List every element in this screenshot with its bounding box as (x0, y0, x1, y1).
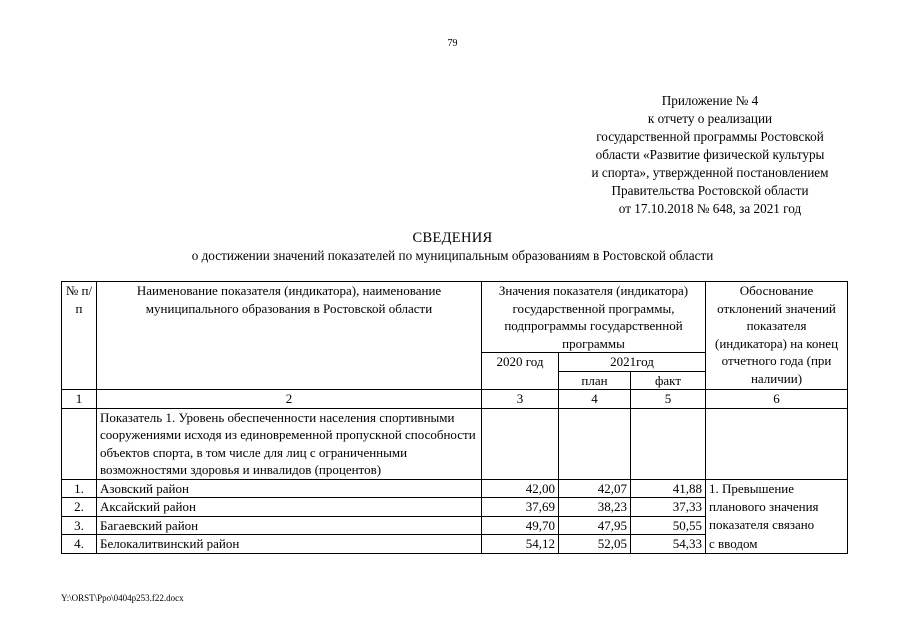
indicator-text: Показатель 1. Уровень обеспеченности населения спортивными сооружениями исходя из единовременной пропускной способности объектов спорта, в том числе для лиц с ограниченными возможностями здоровья и инвалидов (процентов) (97, 408, 482, 479)
appendix-line: области «Развитие физической культуры (595, 147, 825, 162)
indicator-cell (559, 408, 631, 479)
row-plan-value: 47,95 (559, 516, 631, 535)
appendix-block (560, 92, 860, 218)
row-name: Белокалитвинский район (97, 535, 482, 554)
table-row (62, 498, 848, 517)
header-2021: 2021год (559, 353, 706, 372)
row-2020-value: 42,00 (482, 479, 559, 498)
row-num: 3. (62, 516, 97, 535)
appendix-line: государственной программы Ростовской (596, 129, 824, 144)
header-name: Наименование показателя (индикатора), наименование муниципального образования в Ростовской области (97, 282, 482, 390)
row-plan-value: 42,07 (559, 479, 631, 498)
row-2020-value: 54,12 (482, 535, 559, 554)
document-subtitle: о достижении значений показателей по муниципальным образованиям в Ростовской области (191, 248, 714, 263)
header-reason: Обоснование отклонений значений показателя (индикатора) на конец отчетного года (при наличии) (706, 282, 848, 390)
indicator-cell (631, 408, 706, 479)
column-number: 3 (482, 390, 559, 409)
table-row (62, 535, 848, 554)
header-plan: план (559, 371, 631, 390)
row-num: 1. (62, 479, 97, 498)
appendix-line: Приложение № 4 (661, 93, 759, 108)
row-name: Багаевский район (97, 516, 482, 535)
row-name: Аксайский район (97, 498, 482, 517)
row-name: Азовский район (97, 479, 482, 498)
row-fact-value: 54,33 (631, 535, 706, 554)
row-reason: планового значения (706, 498, 848, 517)
column-number: 5 (631, 390, 706, 409)
appendix-line: Правительства Ростовской области (611, 183, 809, 198)
header-row (62, 282, 848, 353)
column-number: 4 (559, 390, 631, 409)
indicator-cell (482, 408, 559, 479)
indicator-row (62, 408, 848, 479)
appendix-line: к отчету о реализации (647, 111, 773, 126)
row-num: 2. (62, 498, 97, 517)
row-2020-value: 49,70 (482, 516, 559, 535)
appendix-line: и спорта», утвержденной постановлением (591, 165, 829, 180)
column-numbers-row (62, 390, 848, 409)
row-2020-value: 37,69 (482, 498, 559, 517)
row-reason: 1. Превышение (706, 479, 848, 498)
header-values: Значения показателя (индикатора) государственной программы, подпрограммы государственной программы (482, 282, 706, 353)
column-number: 2 (97, 390, 482, 409)
row-plan-value: 38,23 (559, 498, 631, 517)
column-number: 1 (62, 390, 97, 409)
file-path-footer: Y:\ORST\Ppo\0404p253.f22.docx (61, 593, 184, 603)
row-fact-value: 37,33 (631, 498, 706, 517)
row-reason: показателя связано (706, 516, 848, 535)
table-row (62, 479, 848, 498)
row-plan-value: 52,05 (559, 535, 631, 554)
indicator-cell (706, 408, 848, 479)
indicators-table (61, 281, 848, 554)
header-num: № п/п (62, 282, 97, 390)
table-row (62, 516, 848, 535)
header-2020: 2020 год (482, 353, 559, 390)
page-number: 79 (447, 38, 458, 49)
row-num: 4. (62, 535, 97, 554)
row-fact-value: 41,88 (631, 479, 706, 498)
row-fact-value: 50,55 (631, 516, 706, 535)
column-number: 6 (706, 390, 848, 409)
indicator-num (62, 408, 97, 479)
document-title: СВЕДЕНИЯ (412, 230, 493, 246)
row-reason: с вводом (706, 535, 848, 554)
appendix-line: от 17.10.2018 № 648, за 2021 год (618, 201, 802, 216)
header-fact: факт (631, 371, 706, 390)
